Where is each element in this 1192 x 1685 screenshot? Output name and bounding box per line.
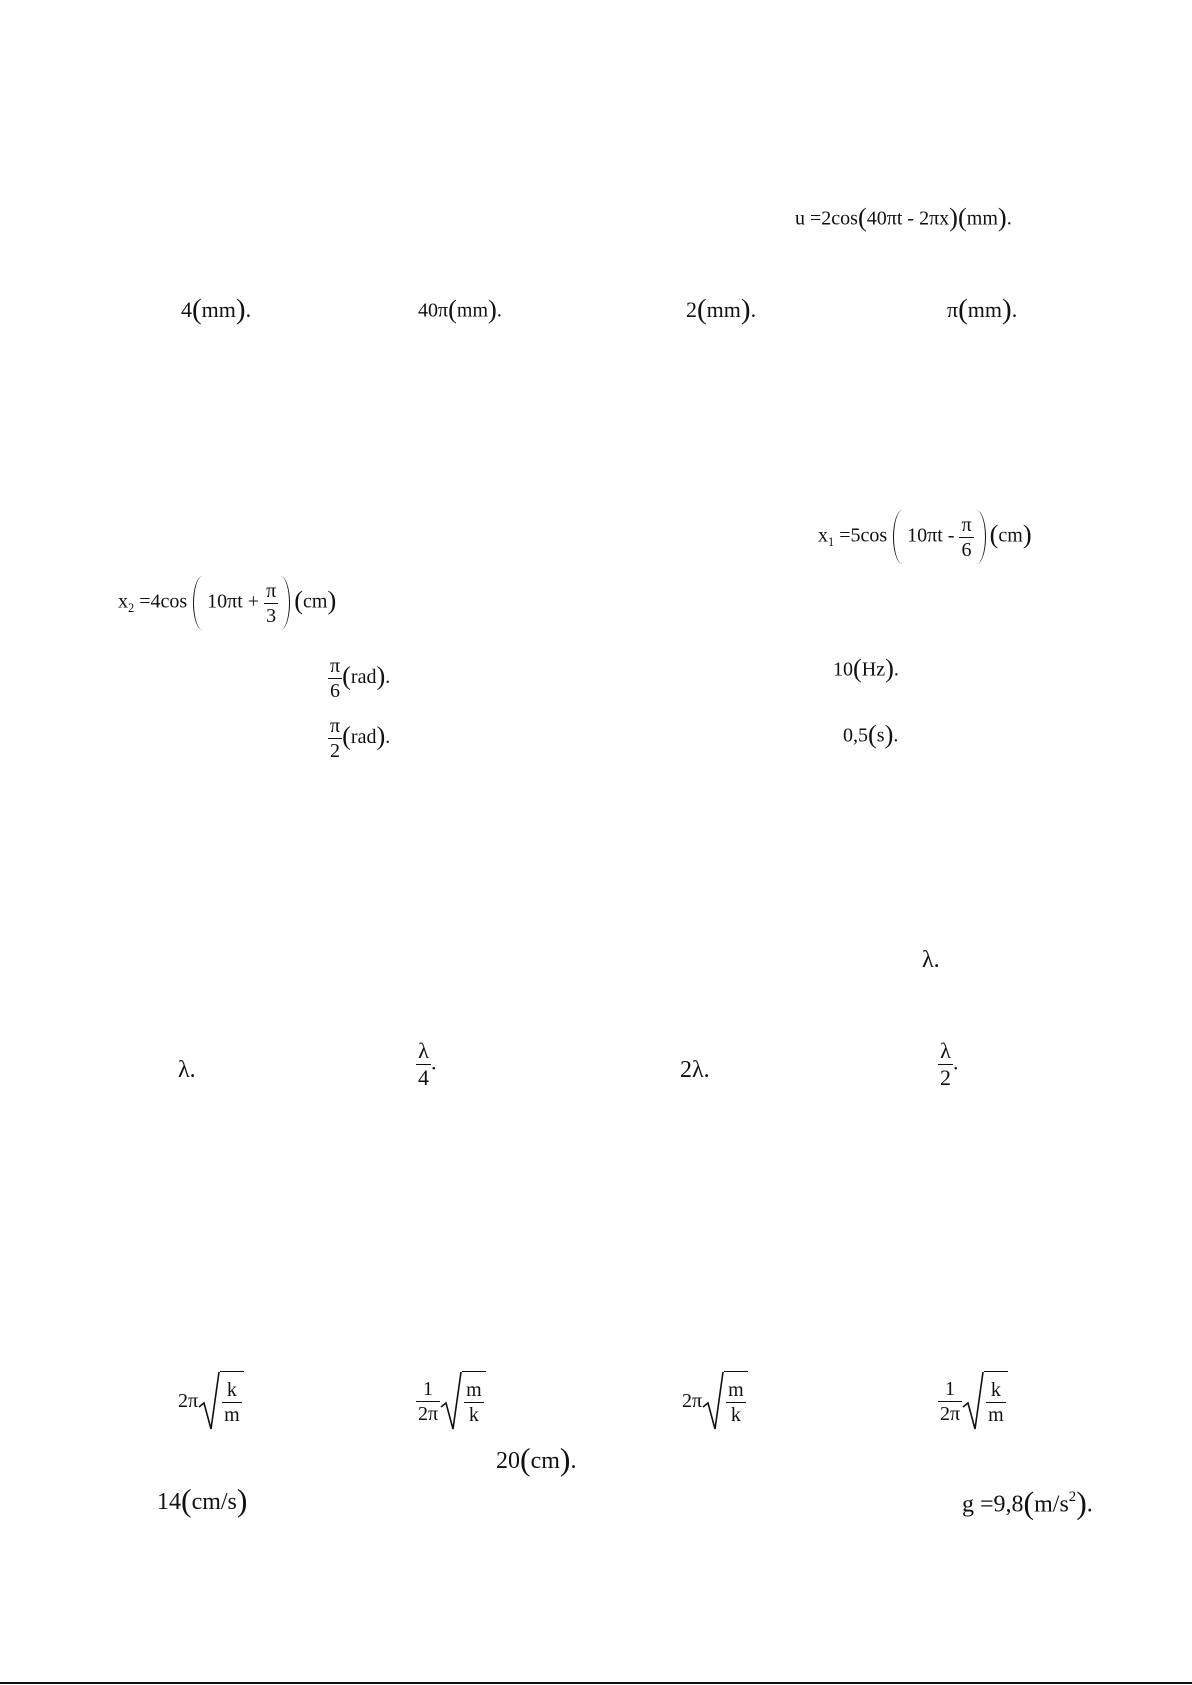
page-bottom-rule (0, 1682, 1192, 1684)
right-paren (280, 576, 290, 630)
q3-stem-lambda: λ. (922, 947, 940, 973)
q3-option-a: λ. (178, 1057, 196, 1083)
q2-equation-x1: $x_1 =5\cos$ 10πt - $\frac{\pi}{6}$ (cm) (818, 510, 1032, 564)
q1-option-d: π(mm). (947, 293, 1018, 326)
q2-option-b: 10(Hz). (833, 653, 899, 683)
q2-equation-x2: $x_2 =4\cos$ 10πt + $\frac{\pi}{3}$ (cm) (118, 576, 336, 630)
right-paren (976, 510, 986, 564)
left-paren (193, 576, 203, 630)
left-paren (893, 510, 903, 564)
sqrt-sign: $\frac{m}{k}$ (702, 1371, 748, 1431)
q1-option-a: 4(mm). (181, 293, 252, 326)
q2-option-d: 0,5(s). (843, 719, 899, 749)
q1-option-c: 2(mm). (686, 293, 757, 326)
q3-option-d: $\frac{\lambda}{2}$ . (940, 1038, 959, 1090)
q2-option-c: $\frac{\pi}{2}$ (rad). (330, 715, 391, 762)
q5-length-value: 20(cm). (496, 1442, 577, 1477)
q5-speed-value: 14(cm/s) (157, 1483, 248, 1518)
q4-option-c: 2π $\frac{m}{k}$ (682, 1371, 748, 1431)
sqrt-sign: $\frac{k}{m}$ (198, 1371, 244, 1431)
q1-option-b: 40π(mm). (418, 294, 502, 324)
q4-option-d: $\frac{1}{2\pi}$ $\frac{k}{m}$ (938, 1371, 1008, 1431)
q4-option-a: 2π $\frac{k}{m}$ (178, 1371, 244, 1431)
sqrt-sign: $\frac{m}{k}$ (440, 1371, 486, 1431)
q3-option-c: 2λ. (680, 1057, 710, 1083)
q4-option-b: $\frac{1}{2\pi}$ $\frac{m}{k}$ (416, 1371, 486, 1431)
q5-gravity-value: $g =9,8(m/s^2)$. (962, 1485, 1093, 1521)
q1-wave-equation: u =2cos(40πt - 2πx)(mm). (795, 202, 1012, 232)
sqrt-sign: $\frac{k}{m}$ (962, 1371, 1008, 1431)
q3-option-b: $\frac{\lambda}{4}$ . (418, 1038, 437, 1090)
q2-option-a: $\frac{\pi}{6}$ (rad). (330, 655, 391, 702)
